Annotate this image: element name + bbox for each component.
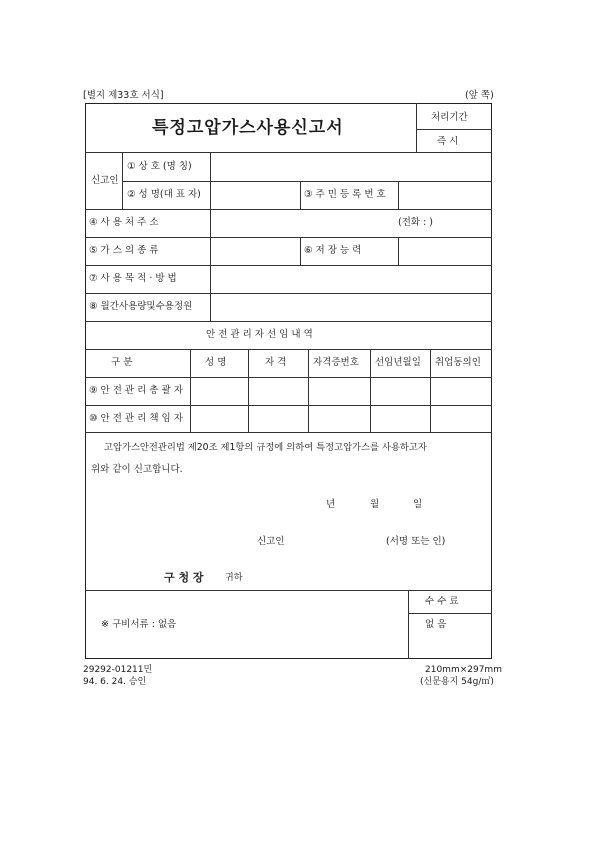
divider: [85, 152, 492, 153]
divider: [416, 103, 417, 152]
form-code: 29292-01211민: [83, 665, 153, 675]
column-header: 자 격: [265, 357, 287, 368]
safety-row-label: ⑩ 안 전 관 리 책 임 자: [89, 413, 183, 424]
divider: [300, 181, 301, 209]
signature-note: (서명 또는 인): [386, 536, 446, 547]
divider: [430, 349, 431, 432]
applicant-signature-label: 신고인: [257, 536, 285, 547]
divider: [398, 181, 399, 209]
representative-label: ② 성 명(대 표 자): [127, 189, 201, 200]
paper-size: 210mm×297mm: [425, 665, 502, 675]
address-label: ④ 사 용 처 주 소: [89, 217, 159, 228]
divider: [248, 349, 249, 432]
gas-type-label: ⑤ 가 스 의 종 류: [89, 245, 159, 256]
recipient-suffix: 귀하: [225, 573, 243, 583]
divider: [122, 152, 123, 209]
date-month-label: 월: [370, 499, 380, 510]
divider: [300, 237, 301, 265]
divider: [370, 349, 371, 432]
divider: [190, 349, 191, 432]
column-header: 선임년월일: [375, 357, 421, 368]
date-year-label: 년: [326, 499, 336, 510]
date-day-label: 일: [413, 499, 423, 510]
fee-label: 수 수 료: [425, 596, 459, 607]
divider: [416, 129, 492, 130]
divider: [85, 209, 492, 210]
processing-value: 즉 시: [437, 136, 459, 147]
storage-capacity-label: ⑥ 저 장 능 력: [304, 245, 362, 256]
processing-label: 처리기간: [431, 112, 468, 123]
resident-number-label: ③ 주 민 등 록 번 호: [304, 189, 386, 200]
divider: [210, 152, 211, 321]
divider: [308, 349, 309, 432]
divider: [85, 590, 492, 591]
required-documents: ※ 구비서류 : 없음: [101, 619, 177, 630]
divider: [85, 321, 492, 322]
phone-label: (전화 : ): [398, 217, 434, 228]
divider: [122, 181, 492, 182]
page-side: (앞 쪽): [465, 90, 494, 101]
safety-section-title: 안 전 관 리 자 선 임 내 역: [206, 329, 313, 340]
form-title: 특정고압가스사용신고서: [152, 118, 344, 138]
divider: [408, 590, 409, 659]
declaration-line-2: 위와 같이 신고합니다.: [91, 464, 183, 475]
divider: [85, 293, 492, 294]
monthly-usage-label: ⑧ 월간사용량및수용정원: [89, 301, 193, 312]
column-header: 자격증번호: [313, 357, 359, 368]
column-header: 취업동의인: [435, 357, 481, 368]
column-header: 성 명: [205, 357, 227, 368]
divider: [85, 432, 492, 433]
approval-date: 94. 6. 24. 승인: [83, 677, 147, 687]
declaration-line-1: 고압가스안전관리법 제20조 제1항의 규정에 의하여 특정고압가스를 사용하고자: [104, 442, 427, 453]
form-number: [별지 제33호 서식]: [83, 90, 164, 101]
divider: [85, 237, 492, 238]
purpose-method-label: ⑦ 사 용 목 적 · 방 법: [89, 273, 177, 284]
applicant-group-label: 신고인: [91, 175, 119, 186]
paper-type: (신문용지 54g/㎡): [420, 677, 494, 687]
divider: [408, 613, 492, 614]
fee-value: 없 음: [425, 619, 447, 630]
recipient-title: 구 청 장: [164, 571, 204, 584]
divider: [85, 265, 492, 266]
safety-row-label: ⑨ 안 전 관 리 총 괄 자: [89, 385, 183, 396]
divider: [398, 237, 399, 265]
column-header: 구 분: [111, 357, 133, 368]
company-name-label: ① 상 호 (명 칭): [127, 161, 192, 172]
